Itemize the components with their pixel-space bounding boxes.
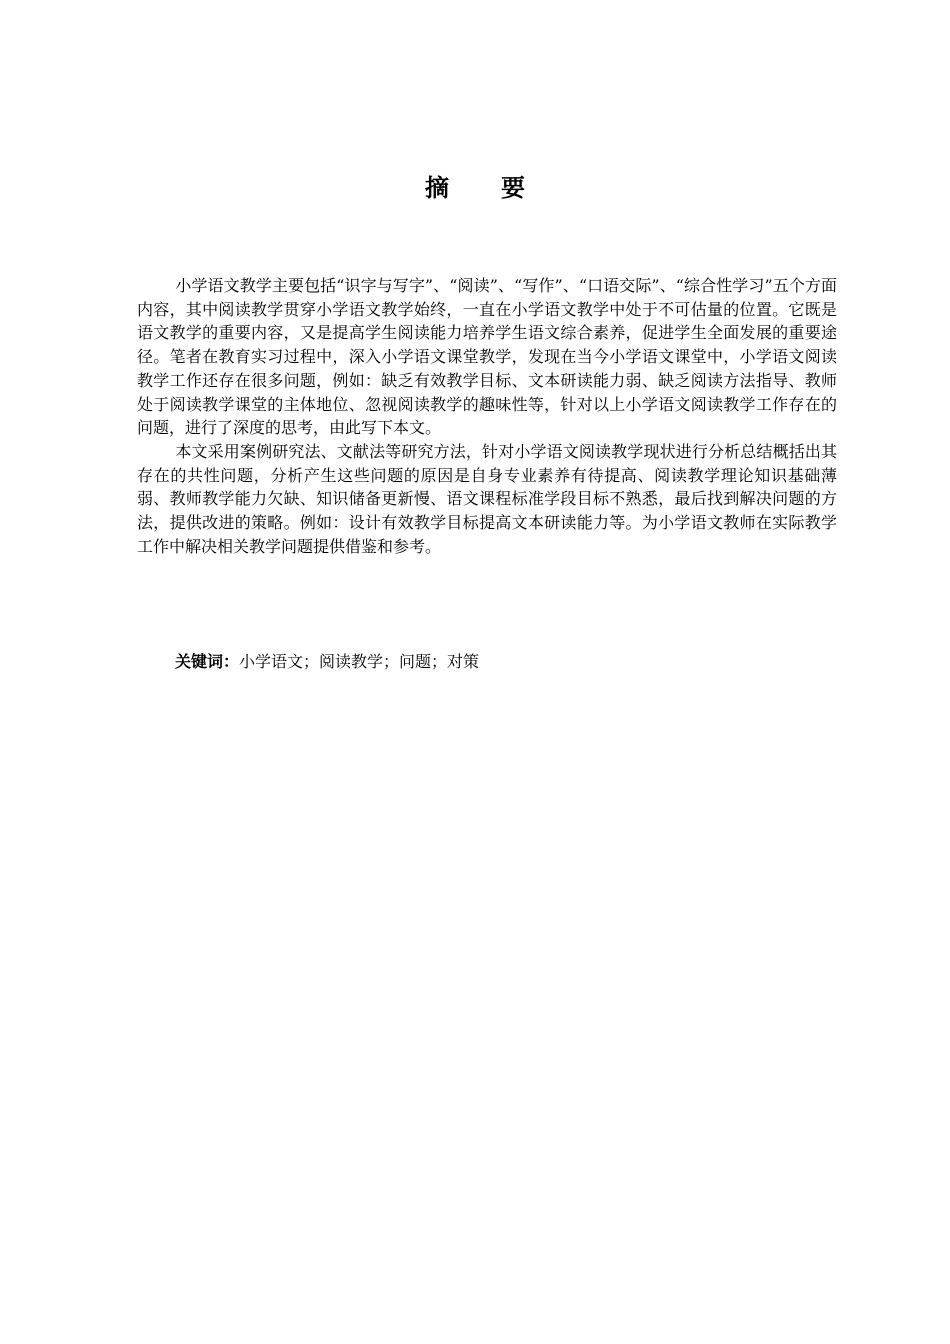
title-char-2: 要 (501, 174, 525, 202)
abstract-body (137, 274, 837, 558)
keywords-label: 关键词： (175, 652, 240, 671)
title-char-1: 摘 (425, 174, 449, 202)
keywords-value: 小学语文；阅读教学；问题；对策 (239, 652, 480, 671)
abstract-title (0, 172, 950, 204)
abstract-paragraph-2: 本文采用案例研究法、文献法等研究方法，针对小学语文阅读教学现状进行分析总结概括出其存在的共性问题，分析产生这些问题的原因是自身专业素养有待提高、阅读教学理论知识基础薄弱、教师教学能力欠缺、知识储备更新慢、语文课程标准学段目标不熟悉，最后找到解决问题的方法，提供改进的策略。例如：设计有效教学目标提高文本研读能力等。为小学语文教师在实际教学工作中解决相关教学问题提供借鉴和参考。 (137, 441, 837, 556)
keywords-line (175, 650, 479, 674)
abstract-paragraph-1: 小学语文教学主要包括“识字与写字”、“阅读”、“写作”、“口语交际”、“综合性学习”五个方面内容，其中阅读教学贯穿小学语文教学始终，一直在小学语文教学中处于不可估量的位置。它既是语文教学的重要内容，又是提高学生阅读能力培养学生语文综合素养，促进学生全面发展的重要途径。笔者在教育实习过程中，深入小学语文课堂教学，发现在当今小学语文课堂中，小学语文阅读教学工作还存在很多问题，例如：缺乏有效教学目标、文本研读能力弱、缺乏阅读方法指导、教师处于阅读教学课堂的主体地位、忽视阅读教学的趣味性等，针对以上小学语文阅读教学工作存在的问题，进行了深度的思考，由此写下本文。 (137, 276, 837, 438)
